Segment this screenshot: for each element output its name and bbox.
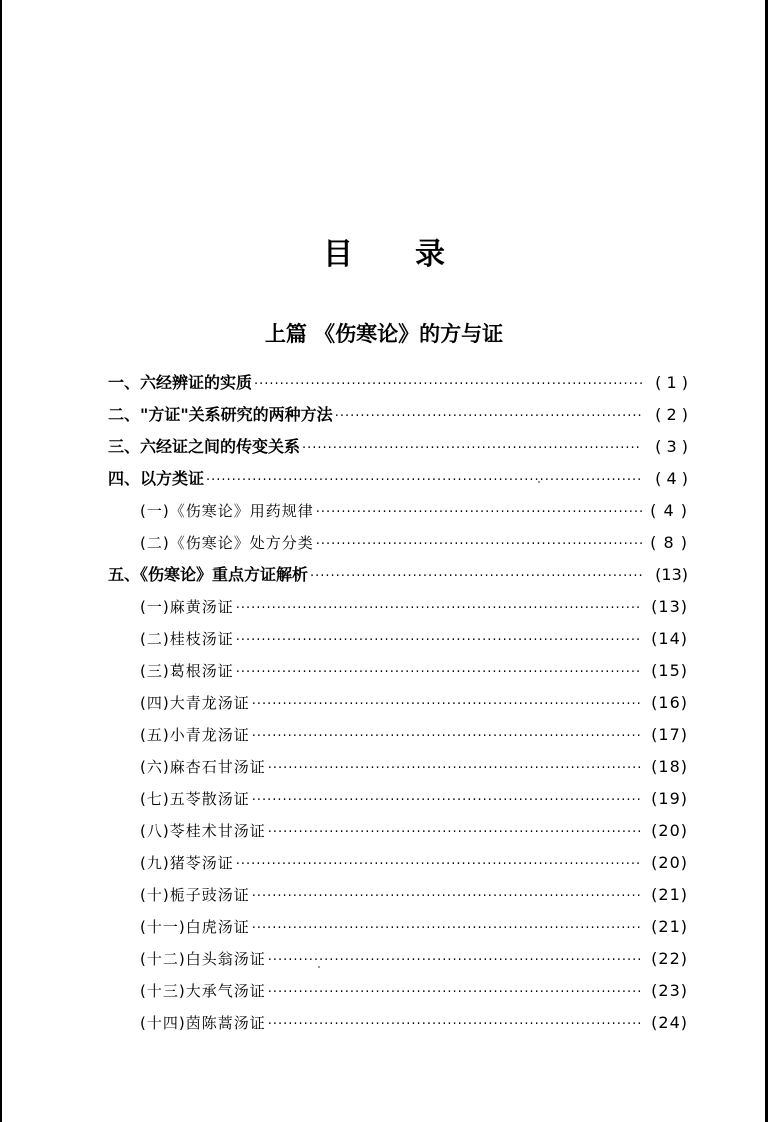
toc-entry-page: ( 3 ) [655, 437, 688, 456]
toc-entry-page: (22) [651, 949, 688, 968]
toc-entry [108, 655, 688, 687]
toc-leader-dots [236, 657, 642, 689]
toc-entry-title: (六)麻杏石甘汤证 [140, 758, 266, 776]
toc-entry-page: (21) [651, 917, 688, 936]
toc-leader-dots [252, 881, 642, 913]
toc-leader-dots [254, 369, 642, 401]
toc-entry-page: (17) [651, 725, 688, 744]
toc-entry-title: (七)五苓散汤证 [140, 790, 250, 808]
toc-entry-title: (五)小青龙汤证 [140, 726, 250, 744]
toc-leader-dots [268, 977, 642, 1009]
toc-entry-title: 一、六经辨证的实质 [108, 373, 253, 392]
toc-entry [108, 591, 688, 623]
toc-entry-title: 五、《伤寒论》重点方证解析 [108, 565, 309, 584]
toc-entry [108, 783, 688, 815]
scan-edge-left [0, 0, 2, 1122]
toc-entry-title: (三)葛根汤证 [140, 662, 234, 680]
toc-entry-page: (23) [651, 981, 688, 1000]
toc-entry-page: (13) [651, 597, 688, 616]
toc-entry [108, 367, 688, 399]
toc-leader-dots [310, 561, 642, 593]
toc-entry-title: (九)猪苓汤证 [140, 854, 234, 872]
toc-leader-dots [236, 625, 642, 657]
toc-leader-dots [335, 401, 642, 433]
toc-entry [108, 495, 688, 527]
toc-entry-title: (十一)白虎汤证 [140, 918, 250, 936]
toc-entry-page: (19) [651, 789, 688, 808]
toc-entry-title: (十二)白头翁汤证 [140, 950, 266, 968]
toc-entry [108, 399, 688, 431]
toc-entry-page: ( 8 ) [650, 533, 688, 552]
toc-leader-dots [268, 1009, 642, 1041]
toc-entry [108, 463, 688, 495]
toc-entry-title: (十四)茵陈蒿汤证 [140, 1014, 266, 1032]
toc-entry-page: ( 2 ) [655, 405, 688, 424]
toc-leader-dots [252, 785, 642, 817]
toc-leader-dots [268, 817, 642, 849]
toc-entry-title: (一)麻黄汤证 [140, 598, 234, 616]
toc-entry [108, 815, 688, 847]
toc-entry-page: (21) [651, 885, 688, 904]
toc-leader-dots [252, 721, 642, 753]
page-title [0, 229, 768, 273]
toc-leader-dots [268, 945, 642, 977]
toc-entry [108, 751, 688, 783]
toc-entry-title: (十)栀子豉汤证 [140, 886, 250, 904]
scan-speck [538, 481, 540, 483]
toc-entry-page: ( 1 ) [655, 373, 688, 392]
toc-entry-title: (八)苓桂术甘汤证 [140, 822, 266, 840]
toc-entry-page: (13) [655, 565, 688, 584]
toc-entry-page: (18) [651, 757, 688, 776]
toc-entry [108, 911, 688, 943]
toc-leader-dots [302, 433, 642, 465]
toc-entry [108, 975, 688, 1007]
toc-entry-title: 四、以方类证 [108, 469, 205, 488]
toc-entry [108, 687, 688, 719]
toc-leader-dots [236, 849, 642, 881]
toc-leader-dots [268, 753, 642, 785]
section-subtitle: 上篇 《伤寒论》的方与证 [264, 321, 504, 346]
toc-entry [108, 527, 688, 559]
toc-entry-page: ( 4 ) [650, 501, 688, 520]
toc-leader-dots [236, 593, 642, 625]
page-title-part2: 录 [415, 237, 445, 272]
toc-entry-title: 三、六经证之间的传变关系 [108, 437, 301, 456]
toc-leader-dots [316, 497, 642, 529]
table-of-contents [108, 367, 688, 1039]
toc-leader-dots [252, 913, 642, 945]
toc-entry-page: (15) [651, 661, 688, 680]
toc-entry-title: 二、"方证"关系研究的两种方法 [108, 405, 333, 424]
toc-entry-page: (16) [651, 693, 688, 712]
toc-entry-page: (14) [651, 629, 688, 648]
toc-entry [108, 431, 688, 463]
toc-entry-title: (一)《伤寒论》用药规律 [140, 502, 314, 520]
toc-entry-page: ( 4 ) [655, 469, 688, 488]
toc-entry-title: (十三)大承气汤证 [140, 982, 266, 1000]
toc-leader-dots [252, 689, 642, 721]
toc-entry-page: (24) [651, 1013, 688, 1032]
toc-entry [108, 719, 688, 751]
page-title-part1: 目 [323, 237, 353, 272]
toc-entry-title: (二)桂枝汤证 [140, 630, 234, 648]
toc-entry [108, 559, 688, 591]
toc-entry [108, 623, 688, 655]
toc-entry-page: (20) [651, 821, 688, 840]
toc-entry [108, 847, 688, 879]
toc-entry-title: (四)大青龙汤证 [140, 694, 250, 712]
toc-entry [108, 1007, 688, 1039]
toc-entry-page: (20) [651, 853, 688, 872]
toc-leader-dots [316, 529, 642, 561]
toc-entry [108, 943, 688, 975]
toc-entry-title: (二)《伤寒论》处方分类 [140, 534, 314, 552]
toc-entry [108, 879, 688, 911]
scan-speck [318, 966, 320, 968]
toc-leader-dots [206, 465, 642, 497]
